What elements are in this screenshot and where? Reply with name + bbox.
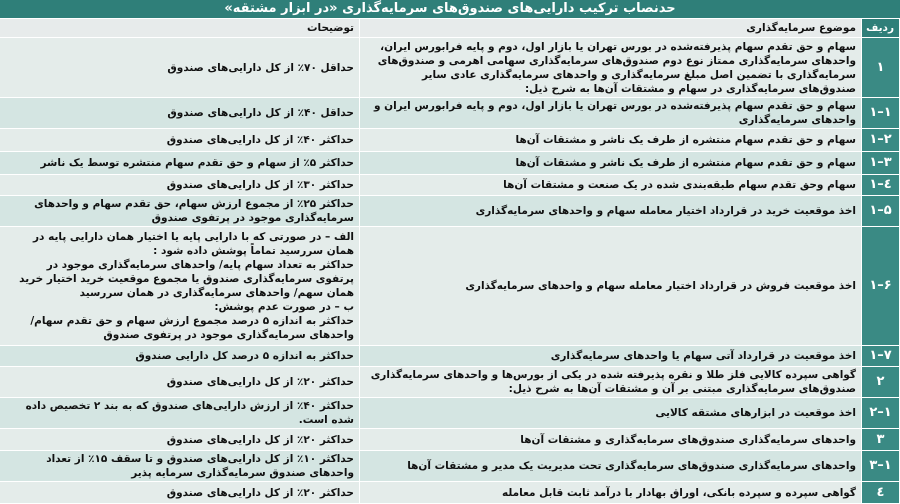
row-notes: الف – در صورتی که با دارایی پایه یا اختیار همان دارایی پایه در همان سررسید تماماً پوشش داده شود : حداکثر به تعداد سهام پایه/ واحدهای سرمایه‌گذاری موجود در پرتفوی سرمایه‌گذاری صندوق یا مجموع موقعیت خرید اختیار خرید همان سهم/ واحدهای سرمایه‌گذاری در همان سررسید ب – در صورت عدم پوشش: حداکثر به اندازه ۵ درصد مجموع ارزش سهام و حق تقدم سهام/ واحدهای سرمایه‌گذاری موجود در پرتفوی صندوق [0,227,360,346]
row-notes: حداکثر ۲۰٪ از کل دارایی‌های صندوق [0,429,360,451]
header-row-number: ردیف [862,19,900,38]
row-notes: حداکثر ۱۰٪ از کل دارایی‌های صندوق و تا سقف ۱۵٪ از تعداد واحدهای صندوق سرمایه‌گذاری سرمایه پذیر [0,451,360,482]
row-number: ۳ [862,429,900,451]
row-number: ۱–۵ [862,196,900,227]
header-subject: موضوع سرمایه‌گذاری [360,19,862,38]
allocation-table [0,18,900,504]
row-notes: حداکثر ۴۰٪ از ارزش دارایی‌های صندوق که به بند ۲ تخصیص داده شده است. [0,398,360,429]
row-number: ۱–٤ [862,175,900,196]
row-subject: اخذ موقعیت خرید در قرارداد اختیار معامله سهام و واحدهای سرمایه‌گذاری [360,196,862,227]
row-subject: سهام و حق تقدم سهام پذیرفته‌شده در بورس تهران یا بازار اول، دوم و پایه فرابورس ایران و واحدهای سرمایه‌گذاری [360,98,862,129]
row-notes: حداقل ۷۰٪ از کل دارایی‌های صندوق [0,38,360,98]
table-row [0,227,900,346]
row-number: ۱–۳ [862,152,900,175]
table-row [0,346,900,367]
row-subject: واحدهای سرمایه‌گذاری صندوق‌های سرمایه‌گذاری و مشتقات آن‌ها [360,429,862,451]
header-notes: توضیحات [0,19,360,38]
row-notes: حداقل ۴۰٪ از کل دارایی‌های صندوق [0,98,360,129]
table-row [0,398,900,429]
table-title: حدنصاب ترکیب دارایی‌های صندوق‌های سرمایه‌گذاری «در ابزار مشتقه» [0,0,900,18]
table-row [0,482,900,504]
row-notes: حداکثر به اندازه ۵ درصد کل دارایی صندوق [0,346,360,367]
row-subject: اخذ موقعیت در ابزارهای مشتقه کالایی [360,398,862,429]
row-subject: واحدهای سرمایه‌گذاری صندوق‌های سرمایه‌گذاری تحت مدیریت یک مدیر و مشتقات آن‌ها [360,451,862,482]
row-number: ٤ [862,482,900,504]
row-number: ۱–۲ [862,129,900,152]
table-row [0,152,900,175]
row-notes: حداکثر ۴۰٪ از کل دارایی‌های صندوق [0,129,360,152]
table-row [0,175,900,196]
row-number: ۱ [862,38,900,98]
row-number: ۱–۱ [862,98,900,129]
table-row [0,98,900,129]
row-subject: گواهی سپرده کالایی فلز طلا و نقره پذیرفته شده در یکی از بورس‌ها و واحدهای سرمایه‌گذاری صندوق‌های سرمایه‌گذاری مبتنی بر آن و مشتقات آن‌ها به شرح ذیل: [360,367,862,398]
row-subject: سهام وحق تقدم سهام طبقه‌بندی شده در یک صنعت و مشتقات آن‌ها [360,175,862,196]
table-row [0,129,900,152]
row-number: ۱–۶ [862,227,900,346]
row-notes: حداکثر ۳۰٪ از کل دارایی‌های صندوق [0,175,360,196]
table-row [0,429,900,451]
row-number: ۱–۷ [862,346,900,367]
row-number: ۲–۱ [862,398,900,429]
row-number: ۲ [862,367,900,398]
row-subject: سهام و حق تقدم سهام منتشره از طرف یک ناشر و مشتقات آن‌ها [360,129,862,152]
row-subject: گواهی سپرده و سپرده بانکی، اوراق بهادار با درآمد ثابت قابل معامله [360,482,862,504]
row-notes: حداکثر ۲۵٪ از مجموع ارزش سهام، حق تقدم سهام و واحدهای سرمایه‌گذاری موجود در پرتفوی صندوق [0,196,360,227]
row-notes: حداکثر ۲۰٪ از کل دارایی‌های صندوق [0,482,360,504]
row-subject: سهام و حق تقدم سهام منتشره از طرف یک ناشر و مشتقات آن‌ها [360,152,862,175]
row-subject: اخذ موقعیت فروش در قرارداد اختیار معامله سهام و واحدهای سرمایه‌گذاری [360,227,862,346]
row-subject: اخذ موقعیت در قرارداد آتی سهام یا واحدهای سرمایه‌گذاری [360,346,862,367]
table-row [0,38,900,98]
row-notes: حداکثر ۲۰٪ از کل دارایی‌های صندوق [0,367,360,398]
table-row [0,451,900,482]
row-number: ۳–۱ [862,451,900,482]
header-row [0,19,900,38]
table-row [0,196,900,227]
row-subject: سهام و حق تقدم سهام پذیرفته‌شده در بورس تهران یا بازار اول، دوم و پایه فرابورس ایران، واحدهای سرمایه‌گذاری ممتاز نوع دوم صندوق‌های سرمایه‌گذاری سهامی اهرمی و صندوق‌های سرمایه‌گذاری با تضمین اصل مبلغ سرمایه‌گذاری و واحدهای سرمایه‌گذاری عادی سایر صندوق‌های سرمایه‌گذاری در سهام و مشتقات آن‌ها به شرح ذیل: [360,38,862,98]
row-notes: حداکثر ۵٪ از سهام و حق تقدم سهام منتشره توسط یک ناشر [0,152,360,175]
table-row [0,367,900,398]
